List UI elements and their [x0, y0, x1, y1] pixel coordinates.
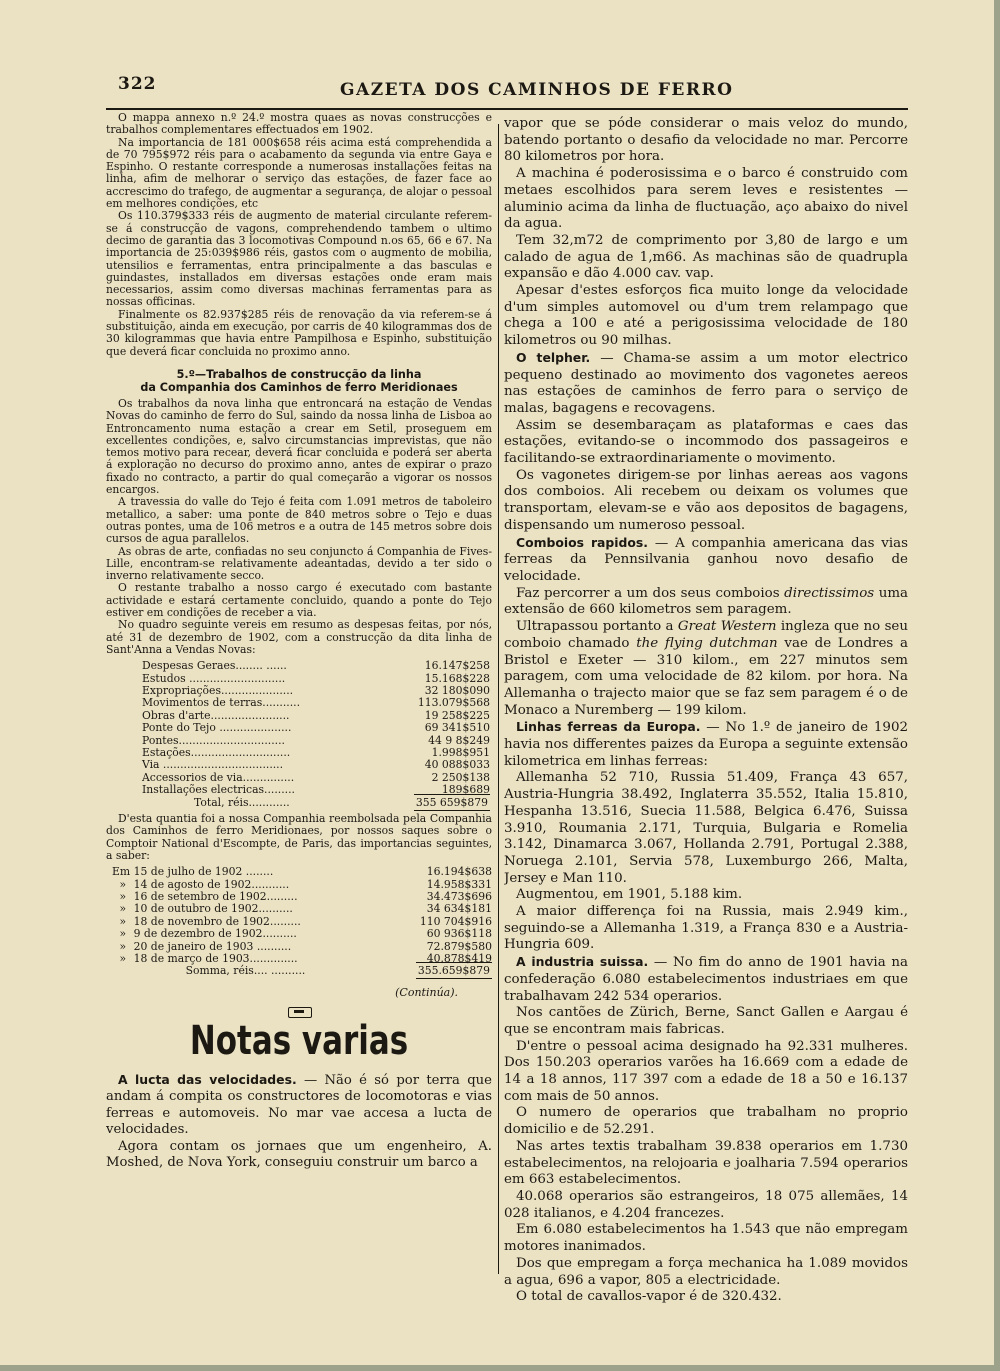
paragraph: Os 110.379$333 réis de augmento de material circulante referem-se á construcção de vagons, comprehendendo tambem o ultimo decimo de garantia das 3 locomotivas Compound n.os 65, 66 e 67. Na importancia de 25:039$986 réis, gastos com o augmento de mobilia, utensilios e ferramentas, entra principalmente a das basculas e guindastes, installados em diversas estações onde eram mais necessarios, assim como diversas machinas ferramentas para as nossas officinas.	[106, 209, 492, 309]
row-label: 15 de julho de 1902 ........	[133, 865, 274, 879]
intro-section	[106, 112, 492, 358]
row-label: 16 de setembro de 1902.........	[133, 890, 298, 904]
construction-section	[106, 398, 492, 656]
page-number: 322	[118, 74, 157, 94]
total-row	[142, 797, 490, 809]
table-row	[142, 697, 490, 709]
paragraph	[504, 586, 908, 619]
row-prefix: »	[119, 890, 127, 904]
text-run: Ultrapassou portanto a	[516, 619, 678, 635]
article-heading: A industria suissa.	[516, 954, 649, 970]
row-label: Ponte do Tejo .....................	[142, 721, 292, 735]
row-value: 16.147$258	[424, 659, 490, 673]
paragraph: Dos que empregam a força mechanica ha 1.089 movidos a agua, 696 a vapor, 805 a electricidade.	[504, 1255, 908, 1288]
row-label: Expropriações.....................	[142, 683, 294, 697]
ornament-icon	[288, 1007, 310, 1016]
paragraph	[504, 350, 908, 418]
row-prefix: »	[119, 939, 127, 953]
row-label: Via ...................................	[142, 758, 284, 772]
notas-varias-heading: Notas varias	[189, 1017, 409, 1064]
paragraph: Augmentou, em 1901, 5.188 kim.	[516, 887, 743, 903]
paragraph	[504, 719, 908, 770]
paragraph: Os trabalhos da nova linha que entroncará na estação de Vendas Novas do caminho de ferro do Sul, saindo da nossa linha de Lisboa ao Entroncamento numa estação a crear em Setil, proseguem em excellentes condições, e, salvo circumstancias imprevistas, que não temos motivo para recear, deverá ficar concluida e poderá ser aberta á exploração no decurso do proximo anno, antes de expirar o prazo fixado no contracto, a partir do qual começarão a vigorar os nossos encargos.	[106, 396, 492, 497]
paragraph: Tem 32,m72 de comprimento por 3,80 de largo e um calado de agua de 1,m66. As machinas são de quadrupla expansão e dão 4.000 cav. vap.	[504, 232, 908, 282]
row-label: Estações.............................	[142, 746, 291, 760]
article-heading: A lucta das velocidades.	[118, 1071, 297, 1087]
table-row	[112, 928, 492, 940]
paragraph: Apesar d'estes esforços fica muito longe da velocidade d'um simples automovel ou d'um trem relampago que chega a 100 e até a perigosissima velocidade de 180 kilometros ou 90 milhas.	[504, 283, 908, 349]
article-text: — Chama-se assim a um motor electrico pequeno destinado ao movimento dos vagonetes aereos nas estações de caminhos de ferro para o serviço de malas, bagagens e recovagens.	[504, 350, 908, 416]
row-label: Accessorios de via...............	[142, 770, 295, 784]
expenses-table	[142, 660, 490, 809]
italic-text: directissimos	[784, 585, 875, 601]
row-value: 34 634$181	[426, 902, 492, 916]
paragraph: Na importancia de 181 000$658 réis acima está comprehendida a de 70 795$972 réis para o acabamento da segunda via entre Gaya e Espinho. O restante corresponde a numerosas installações feitas na linha, afim de melhorar o serviço das estações, de fazer face ao accrescimo do trafego, de augmentar a segurança, de alojar o pessoal em melhores condições, etc	[106, 135, 492, 211]
paragraph: vapor que se póde considerar o mais veloz do mundo, batendo portanto o desafio da velocidade no mar. Percorre 80 kilometros por hora.	[504, 116, 908, 165]
row-label: Pontes...............................	[142, 733, 285, 747]
table-row	[142, 759, 490, 771]
paragraph	[504, 954, 908, 1005]
text-run: uma extensão de 660 kilometros sem paragem.	[504, 585, 908, 618]
row-label: Installações electricas.........	[142, 783, 295, 797]
row-value: 19 258$225	[424, 708, 490, 722]
article-heading: Comboios rapidos.	[516, 534, 648, 550]
article-heading: Linhas ferreas da Europa.	[516, 719, 701, 735]
row-label: Despesas Geraes........ ......	[142, 659, 287, 673]
row-value: 2 250$138	[431, 770, 490, 784]
page-edge-right	[994, 0, 1000, 1371]
paragraph: O total de cavallos-vapor é de 320.432.	[516, 1289, 782, 1305]
text-run: Faz percorrer a um dos seus comboios	[516, 585, 785, 601]
row-value: 189$689	[441, 783, 490, 797]
lucta-article	[106, 1072, 492, 1172]
row-value: 40 088$033	[424, 758, 490, 772]
total-value: 355 659$879	[415, 795, 488, 809]
paragraph: O restante trabalho a nosso cargo é executado com bastante actividade e estará certamente concluido, quando a ponte do Tejo estiver em condições de receber a via.	[106, 581, 492, 619]
paragraph: As obras de arte, confiadas no seu conjuncto á Companhia de Fives-Lille, encontram-se relativamente adeantadas, devido a ter sido o inverno relativamente secco.	[106, 544, 492, 583]
table-row	[142, 722, 490, 734]
row-prefix: Em	[112, 865, 131, 879]
section-heading	[106, 368, 492, 394]
row-value: 14.958$331	[426, 877, 492, 891]
paragraph: D'entre o pessoal acima designado ha 92.331 mulheres. Dos 150.203 operarios varões ha 16.669 com a edade de 14 a 18 annos, 117 397 com a edade de 18 a 50 e 16.137 com mais de 50 annos.	[504, 1038, 908, 1104]
row-value: 69 341$510	[424, 721, 490, 735]
article-text: — Não é só por terra que andam á compita os constructores de locomotoras e vias ferreas e automoveis. No mar vae accesa a lucta de velocidades.	[106, 1072, 492, 1138]
reimbursement-intro	[106, 813, 492, 862]
italic-text: the flying dutchman	[636, 635, 778, 651]
paragraph: No quadro seguinte vereis em resumo as despesas feitas, por nós, até 31 de dezembro de 1902, com a construcção da dita linha de Sant'Anna a Vendas Novas:	[106, 618, 492, 656]
paragraph	[106, 1072, 492, 1139]
row-label: 18 de março de 1903..............	[133, 952, 298, 966]
row-prefix: »	[119, 902, 127, 916]
column-divider	[498, 124, 499, 1274]
row-value: 40.878$419	[426, 952, 492, 966]
reimbursements-table	[112, 866, 492, 978]
paragraph: Os vagonetes dirigem-se por linhas aereas aos vagons dos comboios. Ali recebem ou deixam os volumes que transportam, elevam-se e vão aos depositos de bagagens, dispensando um numeroso pessoal.	[504, 467, 908, 533]
row-label: 10 de outubro de 1902..........	[133, 902, 293, 916]
paragraph: O numero de operarios que trabalham no proprio domicilio e de 52.291.	[504, 1105, 908, 1138]
row-label: 18 de novembro de 1902.........	[133, 914, 301, 928]
row-value: 15.168$228	[424, 671, 490, 685]
row-value: 44 9 8$249	[428, 733, 490, 747]
row-value: 32 180$090	[424, 683, 490, 697]
paragraph: Finalmente os 82.937$285 réis de renovação da via referem-se á substituição, ainda em execução, por carris de 40 kilogrammas dos de 30 kilogrammas que havia entre Pampilhosa e Espinho, substituição que deverá ficar concluida no proximo anno.	[106, 307, 492, 358]
page-title: GAZETA DOS CAMINHOS DE FERRO	[340, 80, 734, 100]
paragraph: A travessia do valle do Tejo é feita com 1.091 metros de taboleiro metallico, a saber: uma ponte de 840 metros sobre o Tejo e duas outras pontes, uma de 106 metros e a outra de 145 metros sobre dois cursos de agua parallelos.	[106, 495, 492, 546]
row-prefix: »	[119, 877, 127, 891]
paragraph: Allemanha 52 710, Russia 51.409, França 43 657, Austria-Hungria 38.492, Inglaterra 35.552, Italia 15.810, Hespanha 13.516, Suecia 11.588, Belgica 6.476, Suissa 3.910, Roumania 2.171, Turquia, Bulgaria e Romelia 3.142, Dinamarca 3.067, Hollanda 2.791, Portugal 2.388, Noruega 2.101, Servia 578, Luxemburgo 266, Malta, Jersey e Man 110.	[504, 770, 908, 886]
row-prefix: »	[119, 914, 127, 928]
paragraph: O mappa annexo n.º 24.º mostra quaes as novas construcções e trabalhos complementares effectuados em 1902.	[106, 112, 492, 137]
article-text: — No fim do anno de 1901 havia na confederação 6.080 estabelecimentos industriaes em que trabalhavam 242 534 operarios.	[504, 955, 908, 1004]
total-label: Somma, réis.... ..........	[185, 964, 306, 978]
paragraph: Assim se desembaraçam as plataformas e caes das estações, evitando-se o incommodo dos passageiros e facilitando-se extraordinariamente o movimento.	[504, 417, 908, 467]
article-heading: O telpher.	[516, 349, 591, 365]
table-row	[112, 903, 492, 915]
italic-text: Great Western	[677, 619, 777, 635]
row-value: 16.194$638	[426, 865, 492, 879]
paragraph: 40.068 operarios são estrangeiros, 18 075 allemães, 14 028 italianos, e 4.204 francezes.	[504, 1189, 908, 1221]
row-value: 34.473$696	[426, 890, 492, 904]
article-text: — A companhia americana das vias ferreas da Pennsilvania ganhou novo desafio de velocidade.	[504, 535, 908, 584]
row-label: 14 de agosto de 1902...........	[133, 877, 290, 891]
row-prefix: »	[119, 952, 127, 966]
section-heading-line: 5.º—Trabalhos de construcção da linha	[176, 367, 422, 381]
row-value: 113.079$568	[417, 696, 490, 710]
paragraph: A maior differença foi na Russia, mais 2.949 kim., seguindo-se a Allemanha 1.319, a França 830 e a Austria-Hungria 609.	[504, 904, 908, 953]
row-value: 110 704$916	[419, 914, 492, 928]
row-prefix: »	[119, 927, 127, 941]
row-label: Movimentos de terras...........	[142, 696, 301, 710]
total-label: Total, réis............	[194, 795, 290, 809]
left-column	[106, 112, 492, 1172]
paragraph	[504, 535, 908, 586]
table-row	[112, 866, 492, 878]
right-column	[504, 116, 908, 1306]
paragraph: Nos cantões de Zürich, Berne, Sanct Gallen e Aargau é que se encontram mais fabricas.	[504, 1005, 908, 1037]
row-label: 20 de janeiro de 1903 ..........	[133, 939, 292, 953]
text-run: vae de Londres a Bristol e Exeter — 310 kilom., em 227 minutos sem paragem, com uma velocidade de 82 kilom. por hora. Na Allemanha o trajecto maior que se faz sem paragem é o de Monaco a Nuremberg — 199 kilom.	[504, 635, 908, 718]
header-rule	[106, 108, 908, 110]
paragraph: D'esta quantia foi a nossa Companhia reembolsada pela Companhia dos Caminhos de ferro Meridionaes, por nossos saques sobre o Comptoir National d'Escompte, de Paris, das importancias seguintes, a saber:	[106, 812, 492, 862]
paragraph	[504, 619, 908, 719]
article-text: — No 1.º de janeiro de 1902 havia nos differentes paizes da Europa a seguinte extensão kilometrica em linhas ferreas:	[504, 720, 908, 769]
total-value: 355.659$879	[417, 964, 490, 978]
row-value: 1.998$951	[431, 746, 490, 760]
paragraph: A machina é poderosissima e o barco é construido com metaes escolhidos para serem leves e resistentes —aluminio acima da linha de fluctuação, aço abaixo do nivel da agua.	[504, 166, 908, 232]
total-row	[112, 965, 492, 977]
paragraph: Em 6.080 estabelecimentos ha 1.543 que não empregam motores inanimados.	[504, 1222, 908, 1255]
row-label: 9 de dezembro de 1902..........	[133, 927, 297, 941]
section-heading-line: da Companhia dos Caminhos de ferro Meridionaes	[140, 380, 458, 394]
row-label: Obras d'arte.......................	[142, 708, 290, 722]
paragraph: Agora contam os jornaes que um engenheiro, A. Moshed, de Nova York, conseguiu construir um barco a	[106, 1138, 492, 1171]
row-value: 60 936$118	[426, 927, 492, 941]
page-edge-bottom	[0, 1365, 1000, 1371]
paragraph: Nas artes textis trabalham 39.838 operarios em 1.730 estabelecimentos, na relojoaria e joalharia 7.594 operarios em 663 estabelecimentos.	[504, 1138, 908, 1188]
table-row	[142, 660, 490, 672]
row-value: 72.879$580	[426, 939, 492, 953]
row-label: Estudos ............................	[142, 671, 286, 685]
text-run: ingleza que no seu comboio chamado	[504, 619, 908, 651]
continua-note: (Continúa).	[395, 985, 458, 999]
